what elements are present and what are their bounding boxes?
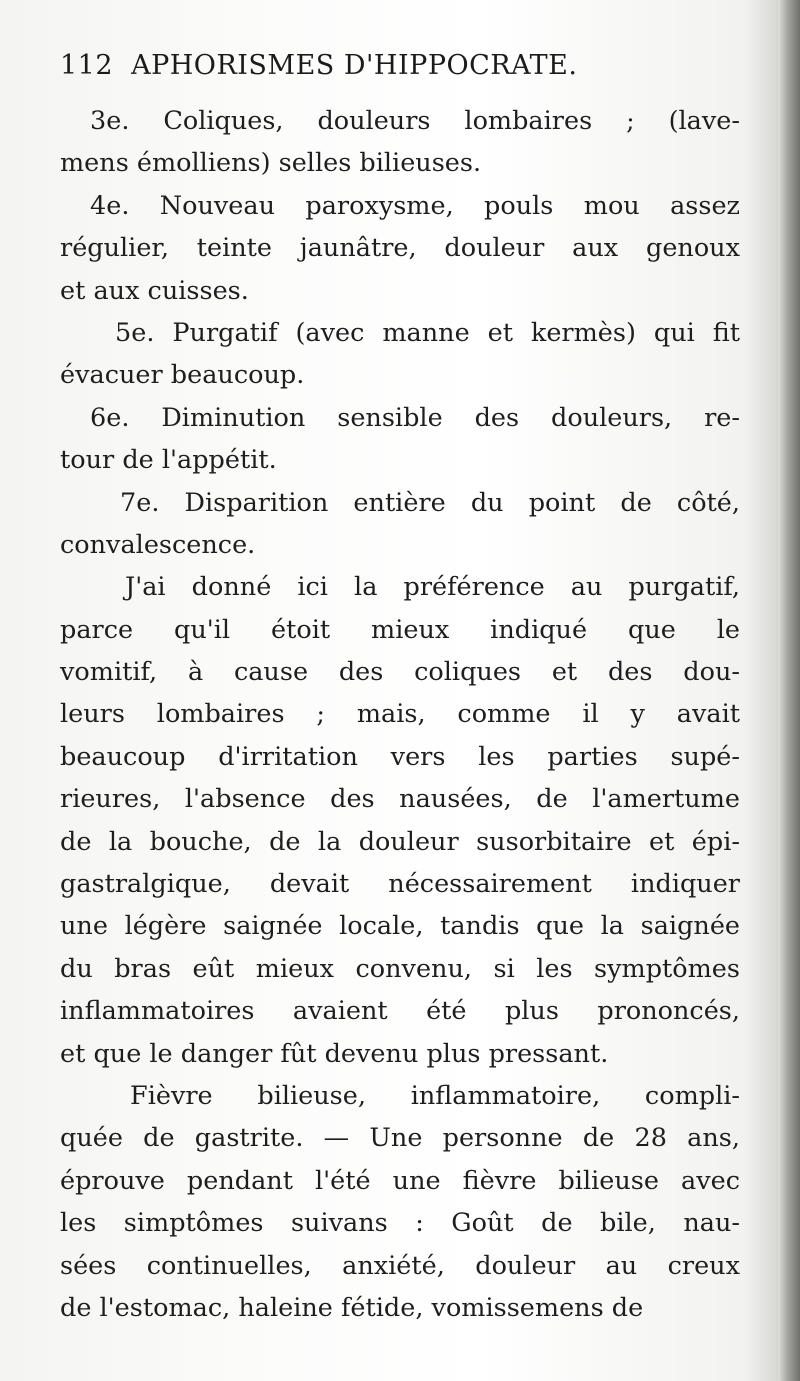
text-line: J'ai donné ici la préférence au purgatif, — [125, 572, 740, 603]
text-line: de la bouche, de la douleur susorbitaire et épi- — [60, 826, 740, 857]
text-line: 4e. Nouveau paroxysme, pouls mou assez — [90, 190, 740, 221]
text-line: tour de l'appétit. — [60, 445, 277, 476]
paragraph — [60, 482, 740, 567]
paragraph — [60, 100, 740, 185]
text-line: une légère saignée locale, tandis que la saignée — [60, 911, 740, 942]
text-line: éprouve pendant l'été une fièvre bilieuse avec — [60, 1165, 740, 1196]
text-line: beaucoup d'irritation vers les parties supé- — [60, 741, 740, 772]
text-line: inflammatoires avaient été plus prononcés, — [60, 996, 740, 1027]
text-line: et aux cuisses. — [60, 275, 249, 306]
paragraph — [60, 312, 740, 397]
text-line: mens émolliens) selles bilieuses. — [60, 148, 482, 179]
text-line: sées continuelles, anxiété, douleur au creux — [60, 1250, 740, 1281]
text-line: vomitif, à cause des coliques et des dou- — [60, 657, 740, 688]
page-number: 112 — [60, 50, 114, 81]
text-line: quée de gastrite. — Une personne de 28 ans, — [60, 1123, 740, 1154]
running-title: APHORISMES D'HIPPOCRATE. — [131, 50, 578, 81]
text-line: Fièvre bilieuse, inflammatoire, compli- — [130, 1080, 740, 1111]
paragraph — [60, 397, 740, 482]
text-line: 3e. Coliques, douleurs lombaires ; (lave- — [90, 106, 740, 136]
text-line: régulier, teinte jaunâtre, douleur aux genoux — [60, 233, 740, 264]
body-text — [60, 100, 740, 1329]
text-line: et que le danger fût devenu plus pressant. — [60, 1038, 609, 1069]
text-line: parce qu'il étoit mieux indiqué que le — [60, 614, 740, 645]
paragraph — [60, 1075, 740, 1329]
text-line: évacuer beaucoup. — [60, 360, 305, 391]
text-line: rieures, l'absence des nausées, de l'amertume — [60, 784, 740, 815]
text-line: 7e. Disparition entière du point de côté, — [120, 487, 740, 518]
text-line: de l'estomac, haleine fétide, vomissemens de — [60, 1292, 644, 1323]
paragraph — [60, 566, 740, 1075]
paragraph — [60, 185, 740, 312]
text-line: 5e. Purgatif (avec manne et kermès) qui fit — [115, 317, 740, 348]
text-line: gastralgique, devait nécessairement indiquer — [60, 869, 740, 900]
text-line: leurs lombaires ; mais, comme il y avait — [60, 699, 740, 730]
text-line: du bras eût mieux convenu, si les symptômes — [60, 953, 740, 984]
text-line: convalescence. — [60, 529, 256, 560]
running-head — [60, 50, 700, 90]
text-line: les simptômes suivans : Goût de bile, nau- — [60, 1208, 740, 1239]
page-edge-shadow — [778, 0, 800, 1381]
text-line: 6e. Diminution sensible des douleurs, re- — [90, 402, 740, 433]
